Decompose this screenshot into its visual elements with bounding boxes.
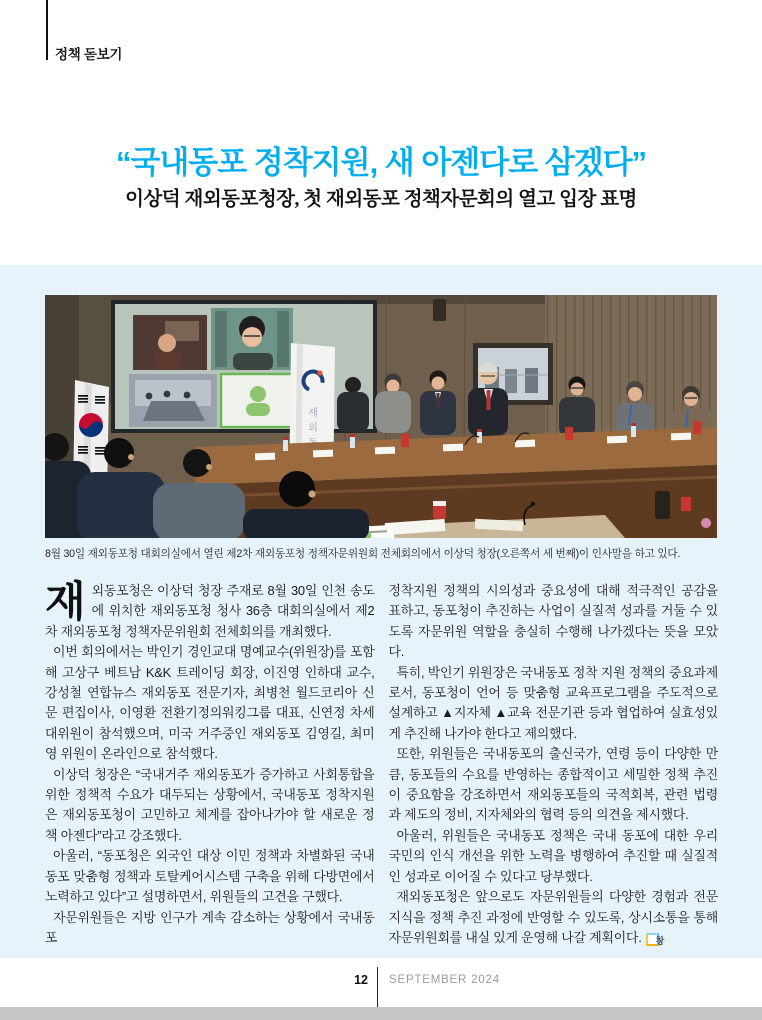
article-title: “국내동포 정착지원, 새 아젠다로 삼겠다”	[115, 144, 647, 180]
body-paragraph: 자문위원들은 지방 인구가 계속 감소하는 상황에서 국내동포	[45, 909, 375, 945]
body-paragraph	[45, 578, 375, 642]
wall-speaker	[433, 299, 446, 321]
paragraph-text: 외동포청은 이상덕 청장 주재로 8월 30일 인천 송도에 위치한 재외동포청 청사 36층 대회의실에서 제2차 재외동포청 정책자문위원회 전체회의를 개최했다.	[45, 583, 375, 639]
article-body	[45, 578, 718, 948]
meeting-photo-illustration	[45, 295, 717, 538]
body-paragraph: 아울러, 위원들은 국내동포 정책은 국내 동포에 대한 우리 국민의 인식 개선을 위한 노력을 병행하여 추진할 때 실질적인 성과로 이어질 수 있다고 당부했다.	[388, 827, 718, 884]
body-paragraph	[389, 887, 719, 948]
left-column	[45, 578, 375, 948]
issue-label: SEPTEMBER 2024	[389, 974, 500, 986]
body-paragraph: 또한, 위원들은 국내동포의 출신국가, 연령 등이 다양한 만큼, 동포들의 수요를 반영하는 종합적이고 세밀한 정책 추진이 중요함을 강조하면서 재외동포들의 국적회복, 관련 법령과 제도의 정비, 지자체와의 협력 등의 의견을 제시했다.	[388, 746, 718, 823]
body-paragraph: 특히, 박인기 위원장은 국내동포 정착 지원 정책의 중요과제로서, 동포청이 언어 등 맞춤형 교육프로그램을 주도적으로 설계하고 ▲지자체 ▲교육 전문기관 등과 협업하여 실효성있게 추진해 나가야 한다고 제의했다.	[388, 664, 718, 741]
body-paragraph: 정착지원 정책의 시의성과 중요성에 대해 적극적인 공감을 표하고, 동포청이 추진하는 사업이 실질적 성과를 거둘 수 있도록 자문위원 역할을 충실히 수행해 나가겠다는 뜻을 모았다.	[388, 583, 718, 660]
page-number: 12	[354, 973, 368, 987]
paragraph-text: 재외동포청은 앞으로도 자문위원들의 다양한 경험과 전문지식을 정책 추진 과정에 반영할 수 있도록, 상시소통을 통해 자문위원회를 내실 있게 운영해 나갈 계획이다.	[388, 889, 718, 945]
kicker-rule	[46, 0, 48, 60]
meeting-photo	[45, 295, 717, 538]
right-column	[389, 581, 719, 948]
footer-divider	[377, 967, 378, 1007]
drop-cap: 재	[45, 578, 85, 625]
feature-box	[0, 265, 762, 958]
article-subtitle: 이상덕 재외동포청장, 첫 재외동포 정책자문회의 열고 입장 표명	[125, 189, 637, 211]
body-paragraph: 이번 회의에서는 박인기 경인교대 명예교수(위원장)를 포함해 고상구 베트남 K&K 트레이딩 회장, 이진영 인하대 교수, 강성철 연합뉴스 재외동포 전문기자, 최병천 월드코리아 신문 편집이사, 이영환 전환기정의워킹그룹 대표, 신연정 차세대위원이 참석했으며, 미국 거주중인 재외동포 김영길, 최미영 위원이 온라인으로 참석했다.	[45, 644, 375, 762]
body-paragraph: 아울러, “동포청은 외국인 대상 이민 정책과 차별화된 국내 동포 맞춤형 정책과 토탈케어시스템 구축을 위해 다방면에서 노력하고 있다”고 설명하면서, 위원들의 고견을 구했다.	[45, 848, 375, 905]
end-mark-icon: 창	[646, 933, 659, 946]
body-paragraph: 이상덕 청장은 “국내거주 재외동포가 증가하고 사회통합을 위한 정책적 수요가 대두되는 상황에서, 국내동포 정착지원은 재외동포청이 고민하고 체계를 잡아나가야 할 새로운 정책 아젠다”라고 강조했다.	[45, 766, 375, 843]
svg-text:외: 외	[308, 423, 318, 434]
page-bottom-bar	[0, 1007, 762, 1020]
section-kicker: 정책 돋보기	[55, 47, 123, 62]
photo-caption: 8월 30일 재외동포청 대회의실에서 열린 제2차 재외동포청 정책자문위원회 전체회의에서 이상덕 청장(오른쪽서 세 번째)이 인사말을 하고 있다.	[45, 548, 681, 560]
svg-text:재: 재	[308, 408, 318, 419]
